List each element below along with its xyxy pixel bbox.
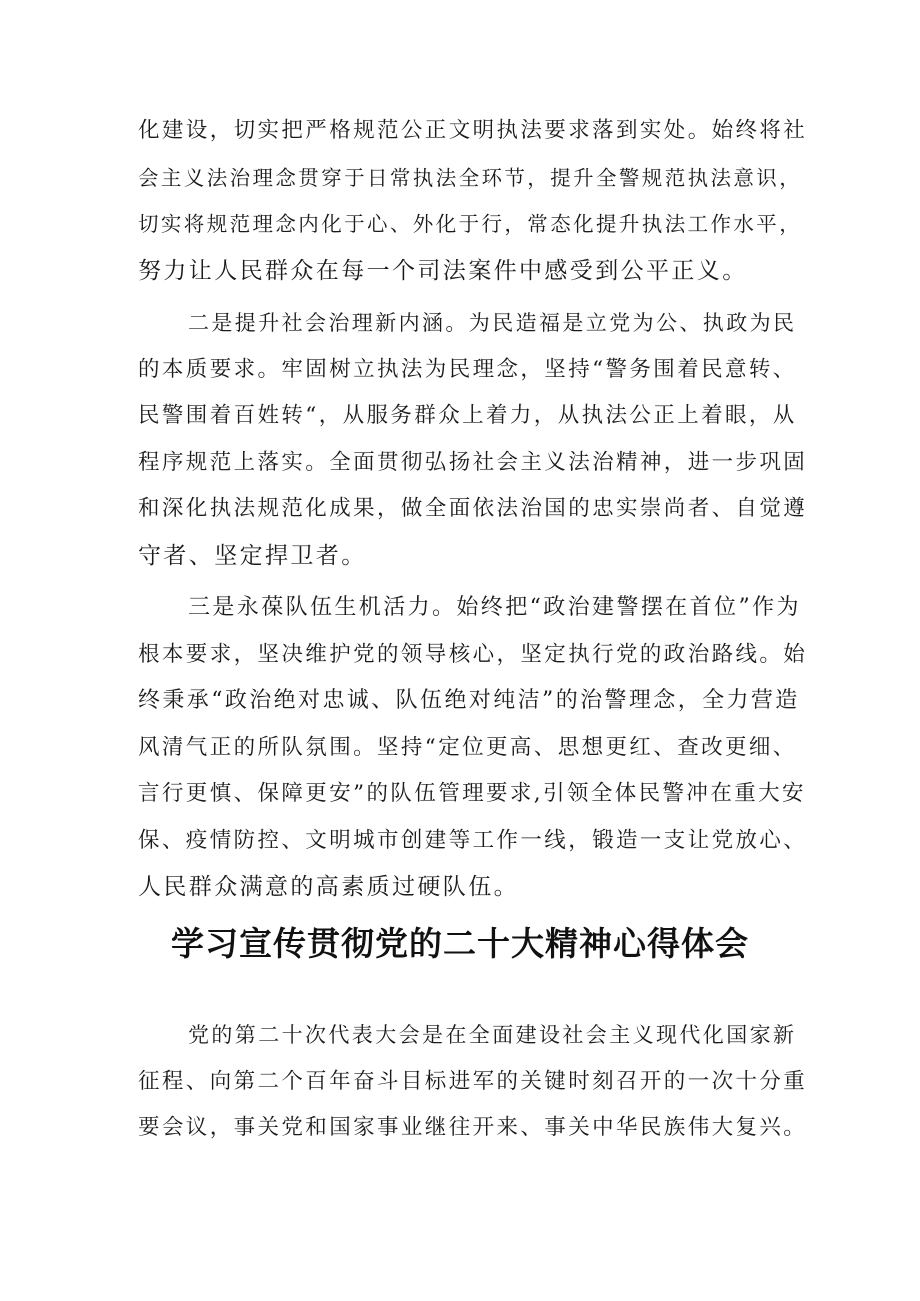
text-line: 化建设，切实把严格规范公正文明执法要求落到实处。始终将社 — [138, 118, 808, 143]
section-title: 学习宣传贯彻党的二十大精神心得体会 — [171, 924, 749, 963]
text-line: 根本要求，坚决维护党的领导核心，坚定执行党的政治路线。始 — [138, 641, 808, 667]
text-line: 程序规范上落实。全面贯彻弘扬社会主义法治精神，进一步巩固 — [138, 449, 808, 475]
paragraph-continuation — [138, 108, 808, 294]
text-line: 保、疫情防控、文明城市创建等工作一线，锻造一支让党放心、 — [138, 827, 808, 853]
text-line: 的本质要求。牢固树立执法为民理念，坚持“警务围着民意转、 — [138, 356, 797, 382]
text-line: 人民群众满意的高素质过硬队伍。 — [138, 874, 519, 900]
text-line: 二是提升社会治理新内涵。为民造福是立党为公、执政为民 — [188, 311, 797, 335]
text-line: 言行更慎、保障更安”的队伍管理要求,引领全体民警冲在重大安 — [138, 781, 806, 806]
paragraph-point-two — [138, 300, 808, 579]
text-line: 征程、向第二个百年奋斗目标进军的关键时刻召开的一次十分重 — [138, 1068, 808, 1094]
text-line: 要会议，事关党和国家事业继往开来、事关中华民族伟大复兴。 — [138, 1115, 808, 1140]
text-line: 切实将规范理念内化于心、外化于行，常态化提升执法工作水平， — [138, 212, 803, 236]
text-line: 和深化执法规范化成果，做全面依法治国的忠实崇尚者、自觉遵 — [138, 496, 808, 521]
paragraph-point-three — [138, 585, 808, 911]
text-line: 会主义法治理念贯穿于日常执法全环节，提升全警规范执法意识， — [138, 165, 803, 190]
text-line: 努力让人民群众在每一个司法案件中感受到公平正义。 — [138, 257, 748, 284]
text-line: 守者、坚定捍卫者。 — [138, 542, 367, 569]
text-line: 终秉承“政治绝对忠诚、队伍绝对纯洁”的治警理念，全力营造 — [138, 688, 800, 713]
text-line: 风清气正的所队氛围。坚持“定位更高、思想更红、查改更细、 — [138, 734, 797, 760]
paragraph-intro — [138, 1012, 808, 1152]
text-line: 民警围着百姓转“，从服务群众上着力，从执法公正上着眼，从 — [138, 403, 797, 428]
text-line: 三是永葆队伍生机活力。始终把“政治建警摆在首位”作为 — [188, 595, 801, 620]
text-line: 党的第二十次代表大会是在全面建设社会主义现代化国家新 — [188, 1023, 797, 1047]
